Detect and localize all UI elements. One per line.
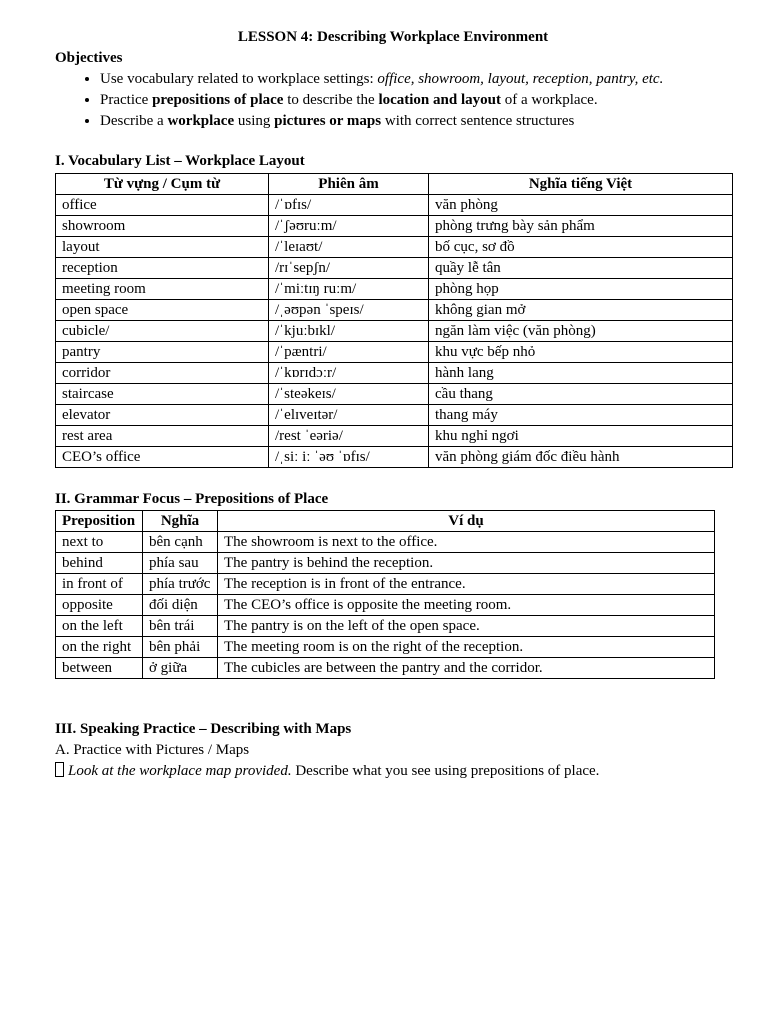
vocab-col-term: Từ vựng / Cụm từ [56, 174, 269, 195]
grammar-row-cell: bên trái [143, 616, 218, 637]
grammar-row-cell: phía trước [143, 574, 218, 595]
vocab-row-cell: /ˌəʊpən ˈspeɪs/ [269, 300, 429, 321]
vocab-row-cell: staircase [56, 384, 269, 405]
objectives-heading: Objectives [55, 50, 123, 66]
vocab-row-cell: open space [56, 300, 269, 321]
grammar-row [56, 658, 715, 679]
grammar-row [56, 532, 715, 553]
grammar-row-cell: phía sau [143, 553, 218, 574]
objective-text: Use vocabulary related to workplace settings: [100, 71, 378, 87]
vocab-row-cell: cubicle/ [56, 321, 269, 342]
grammar-row [56, 616, 715, 637]
vocab-row [56, 426, 733, 447]
vocab-row-cell: ngăn làm việc (văn phòng) [429, 321, 733, 342]
vocab-header-row [56, 174, 733, 195]
grammar-row-cell: ở giữa [143, 658, 218, 679]
instruction-text: Describe what you see using prepositions of place. [291, 763, 600, 779]
objective-examples: office, showroom, layout, reception, pantry, etc. [377, 71, 664, 87]
vocab-row-cell: /ˈpæntri/ [269, 342, 429, 363]
vocab-row [56, 321, 733, 342]
vocab-row [56, 258, 733, 279]
grammar-row-cell: The showroom is next to the office. [218, 532, 715, 553]
grammar-table [55, 510, 715, 679]
grammar-row-cell: The reception is in front of the entrance. [218, 574, 715, 595]
speaking-subheading: A. Practice with Pictures / Maps [55, 742, 250, 758]
vocab-row [56, 216, 733, 237]
vocab-row-cell: bố cục, sơ đồ [429, 237, 733, 258]
grammar-row-cell: The meeting room is on the right of the reception. [218, 637, 715, 658]
lesson-title: LESSON 4: Describing Workplace Environment [237, 29, 549, 45]
grammar-row-cell: The cubicles are between the pantry and the corridor. [218, 658, 715, 679]
vocab-row [56, 237, 733, 258]
grammar-col-meaning: Nghĩa [143, 511, 218, 532]
objective-text: with correct sentence structures [381, 113, 575, 129]
vocab-row-cell: quầy lễ tân [429, 258, 733, 279]
vocab-row-cell: khu vực bếp nhỏ [429, 342, 733, 363]
vocab-row [56, 384, 733, 405]
vocab-row [56, 405, 733, 426]
grammar-table-body [56, 532, 715, 679]
grammar-row-cell: The pantry is behind the reception. [218, 553, 715, 574]
vocab-row [56, 300, 733, 321]
vocab-row-cell: /ˈmiːtɪŋ ruːm/ [269, 279, 429, 300]
objective-text: using [234, 113, 275, 129]
vocab-row-cell: /ˈkjuːbɪkl/ [269, 321, 429, 342]
objectives-list [0, 69, 760, 132]
grammar-row [56, 574, 715, 595]
vocab-row-cell: khu nghỉ ngơi [429, 426, 733, 447]
objective-item [100, 90, 760, 111]
objective-bold: pictures or maps [274, 113, 382, 129]
vocab-row-cell: /ˌsiː iː ˈəʊ ˈɒfɪs/ [269, 447, 429, 468]
vocab-row-cell: /ˈleɪaʊt/ [269, 237, 429, 258]
vocab-row [56, 363, 733, 384]
vocab-row-cell: CEO’s office [56, 447, 269, 468]
speaking-heading: III. Speaking Practice – Describing with Maps [55, 721, 352, 737]
vocab-row-cell: không gian mở [429, 300, 733, 321]
vocab-row-cell: reception [56, 258, 269, 279]
grammar-row-cell: on the right [56, 637, 143, 658]
grammar-row-cell: The CEO’s office is opposite the meeting room. [218, 595, 715, 616]
vocab-row-cell: văn phòng giám đốc điều hành [429, 447, 733, 468]
objective-bold: location and layout [378, 92, 501, 108]
vocab-row-cell: hành lang [429, 363, 733, 384]
grammar-row-cell: between [56, 658, 143, 679]
vocab-row-cell: corridor [56, 363, 269, 384]
vocab-row-cell: layout [56, 237, 269, 258]
vocab-row-cell: văn phòng [429, 195, 733, 216]
objective-bold: workplace [167, 113, 235, 129]
vocab-row-cell: /rest ˈeəriə/ [269, 426, 429, 447]
vocab-row-cell: showroom [56, 216, 269, 237]
speaking-instruction [55, 761, 599, 782]
objective-bold: prepositions of place [152, 92, 284, 108]
objective-text: of a workplace. [500, 92, 598, 108]
vocab-row-cell: phòng họp [429, 279, 733, 300]
missing-glyph-box-icon [55, 762, 64, 777]
vocab-row-cell: pantry [56, 342, 269, 363]
grammar-header-row [56, 511, 715, 532]
objective-item [100, 111, 760, 132]
grammar-row-cell: bên cạnh [143, 532, 218, 553]
vocab-row [56, 195, 733, 216]
grammar-col-example: Ví dụ [218, 511, 715, 532]
grammar-heading: II. Grammar Focus – Prepositions of Place [55, 491, 329, 507]
grammar-row-cell: behind [56, 553, 143, 574]
vocab-row-cell: /ˈɒfɪs/ [269, 195, 429, 216]
grammar-row-cell: opposite [56, 595, 143, 616]
grammar-row [56, 637, 715, 658]
objective-item [100, 69, 760, 90]
vocab-row-cell: /ˈkɒrɪdɔːr/ [269, 363, 429, 384]
vocab-table [55, 173, 733, 468]
vocab-row-cell: phòng trưng bày sản phẩm [429, 216, 733, 237]
vocab-row-cell: /ˈelɪveɪtər/ [269, 405, 429, 426]
grammar-row [56, 595, 715, 616]
grammar-row-cell: đối diện [143, 595, 218, 616]
vocab-row [56, 279, 733, 300]
vocab-row-cell: office [56, 195, 269, 216]
vocab-row [56, 447, 733, 468]
vocab-row-cell: cầu thang [429, 384, 733, 405]
grammar-col-preposition: Preposition [56, 511, 143, 532]
grammar-row-cell: bên phải [143, 637, 218, 658]
vocab-table-body [56, 195, 733, 468]
instruction-italic: Look at the workplace map provided. [68, 763, 292, 779]
vocab-row-cell: thang máy [429, 405, 733, 426]
vocab-heading: I. Vocabulary List – Workplace Layout [55, 153, 305, 169]
vocab-row [56, 342, 733, 363]
grammar-row-cell: in front of [56, 574, 143, 595]
vocab-row-cell: /rɪˈsepʃn/ [269, 258, 429, 279]
objective-text: Practice [100, 92, 153, 108]
grammar-row-cell: next to [56, 532, 143, 553]
vocab-row-cell: /ˈʃəʊruːm/ [269, 216, 429, 237]
grammar-row [56, 553, 715, 574]
objective-text: to describe the [283, 92, 379, 108]
vocab-row-cell: /ˈsteəkeɪs/ [269, 384, 429, 405]
vocab-row-cell: rest area [56, 426, 269, 447]
vocab-row-cell: meeting room [56, 279, 269, 300]
vocab-col-phonetic: Phiên âm [269, 174, 429, 195]
grammar-row-cell: on the left [56, 616, 143, 637]
grammar-row-cell: The pantry is on the left of the open space. [218, 616, 715, 637]
vocab-row-cell: elevator [56, 405, 269, 426]
objective-text: Describe a [100, 113, 168, 129]
vocab-col-meaning: Nghĩa tiếng Việt [429, 174, 733, 195]
